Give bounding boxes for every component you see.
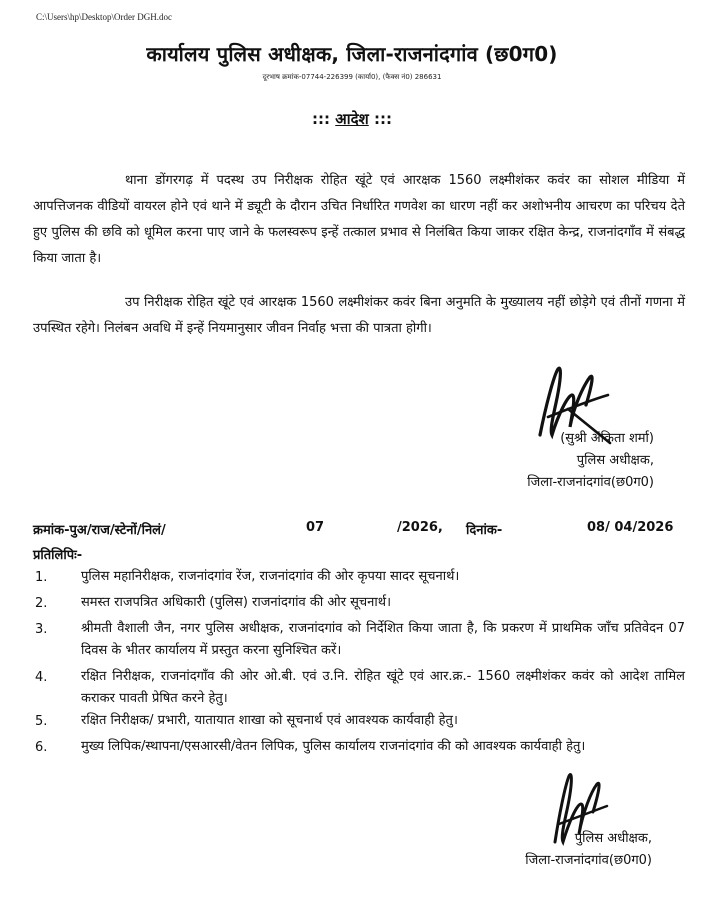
reference-date-label: दिनांक- xyxy=(466,523,503,538)
reference-prefix: क्रमांक-पुअ/राज/स्टेनों/निलं/ xyxy=(33,523,166,538)
copy-item-text: पुलिस महानिरीक्षक, राजनांदगांव रेंज, राजनांदगांव की ओर कृपया सादर सूचनार्थ। xyxy=(81,569,460,584)
copy-item-number: 5. xyxy=(35,714,48,729)
copy-item-text: रक्षित निरीक्षक, राजनांदगाँव की ओर ओ.बी. एवं उ.नि. रोहित खूंटे एवं आर.क्र.- 1560 लक्ष्मीशंकर कवंर को आदेश तामिल कराकर पावती प्रेषित करने हेतु। xyxy=(81,669,685,706)
copy-item-number: 6. xyxy=(35,740,48,755)
order-paragraph-2: उप निरीक्षक रोहित खूंटे एवं आरक्षक 1560 लक्ष्मीशंकर कवंर बिना अनुमति के मुख्यालय नहीं छोड़ेगे एवं तीनों गणना में उपस्थित रहेगे। निलंबन अवधि में इन्हें नियमानुसार जीवन निर्वाह भत्ता की पात्रता होगी। xyxy=(33,295,685,336)
copy-item-text: श्रीमती वैशाली जैन, नगर पुलिस अधीक्षक, राजनांदगांव को निर्देशित किया जाता है, कि प्रकरण में प्राथमिक जाँच प्रतिवेदन 07 दिवस के भीतर कार्यालय में प्रस्तुत करना सुनिश्चित करें। xyxy=(81,621,685,658)
copy-item-number: 1. xyxy=(35,570,48,585)
copy-item-text: रक्षित निरीक्षक/ प्रभारी, यातायात शाखा को सूचनार्थ एवं आवश्यक कार्यवाही हेतु। xyxy=(81,713,458,728)
copy-item-text: समस्त राजपत्रित अधिकारी (पुलिस) राजनांदगांव की ओर सूचनार्थ। xyxy=(81,595,392,610)
order-title-text: आदेश xyxy=(335,110,369,128)
order-title-marks-right: ::: xyxy=(373,110,392,128)
copy-item-number: 4. xyxy=(35,670,48,685)
phone-line: दूरभाष क्रमांक-07744-226399 (कार्या0), (फैक्स नं0) 286631 xyxy=(262,73,442,81)
copy-item-number: 2. xyxy=(35,596,48,611)
reference-year: /2026, xyxy=(397,520,443,535)
signatory-name: (सुश्री अंकिता शर्मा) xyxy=(560,431,654,446)
signature-block-2 xyxy=(525,828,652,872)
file-path: C:\Users\hp\Desktop\Order DGH.doc xyxy=(36,12,172,22)
reference-number: 07 xyxy=(306,520,325,535)
signatory-district: जिला-राजनांदगांव(छ0ग0) xyxy=(527,475,654,490)
order-title-marks-left: ::: xyxy=(312,110,331,128)
reference-date: 08/ 04/2026 xyxy=(587,520,674,535)
order-title xyxy=(0,109,704,129)
signatory-designation: पुलिस अधीक्षक, xyxy=(574,831,652,846)
signatory-designation: पुलिस अधीक्षक, xyxy=(576,453,654,468)
copy-item-number: 3. xyxy=(35,622,48,637)
signature-block-1 xyxy=(527,428,654,494)
order-paragraph-1: थाना डोंगरगढ़ में पदस्थ उप निरीक्षक रोहित खूंटे एवं आरक्षक 1560 लक्ष्मीशंकर कवंर का सोशल मीडिया में आपत्तिजनक वीडियों वायरल होने एवं थाने में ड्यूटी के दौरान उचित निर्धारित गणवेश का धारण नहीं कर अशोभनीय आचरण का परिचय देते हुए पुलिस की छवि को धूमिल करना पाए जाने के फलस्वरूप इन्हें तत्काल प्रभाव से निलंबित किया जाकर रक्षित केन्द्र, राजनांदगाँव में संबद्ध किया जाता है। xyxy=(33,173,685,266)
signatory-district: जिला-राजनांदगांव(छ0ग0) xyxy=(525,853,652,868)
copy-to-label: प्रतिलिपिः- xyxy=(33,548,83,563)
copy-item-text: मुख्य लिपिक/स्थापना/एसआरसी/वेतन लिपिक, पुलिस कार्यालय राजनांदगांव की को आवश्यक कार्यवाही हेतु। xyxy=(81,739,586,754)
office-heading: कार्यालय पुलिस अधीक्षक, जिला-राजनांदगांव (छ0ग0) xyxy=(146,42,558,66)
